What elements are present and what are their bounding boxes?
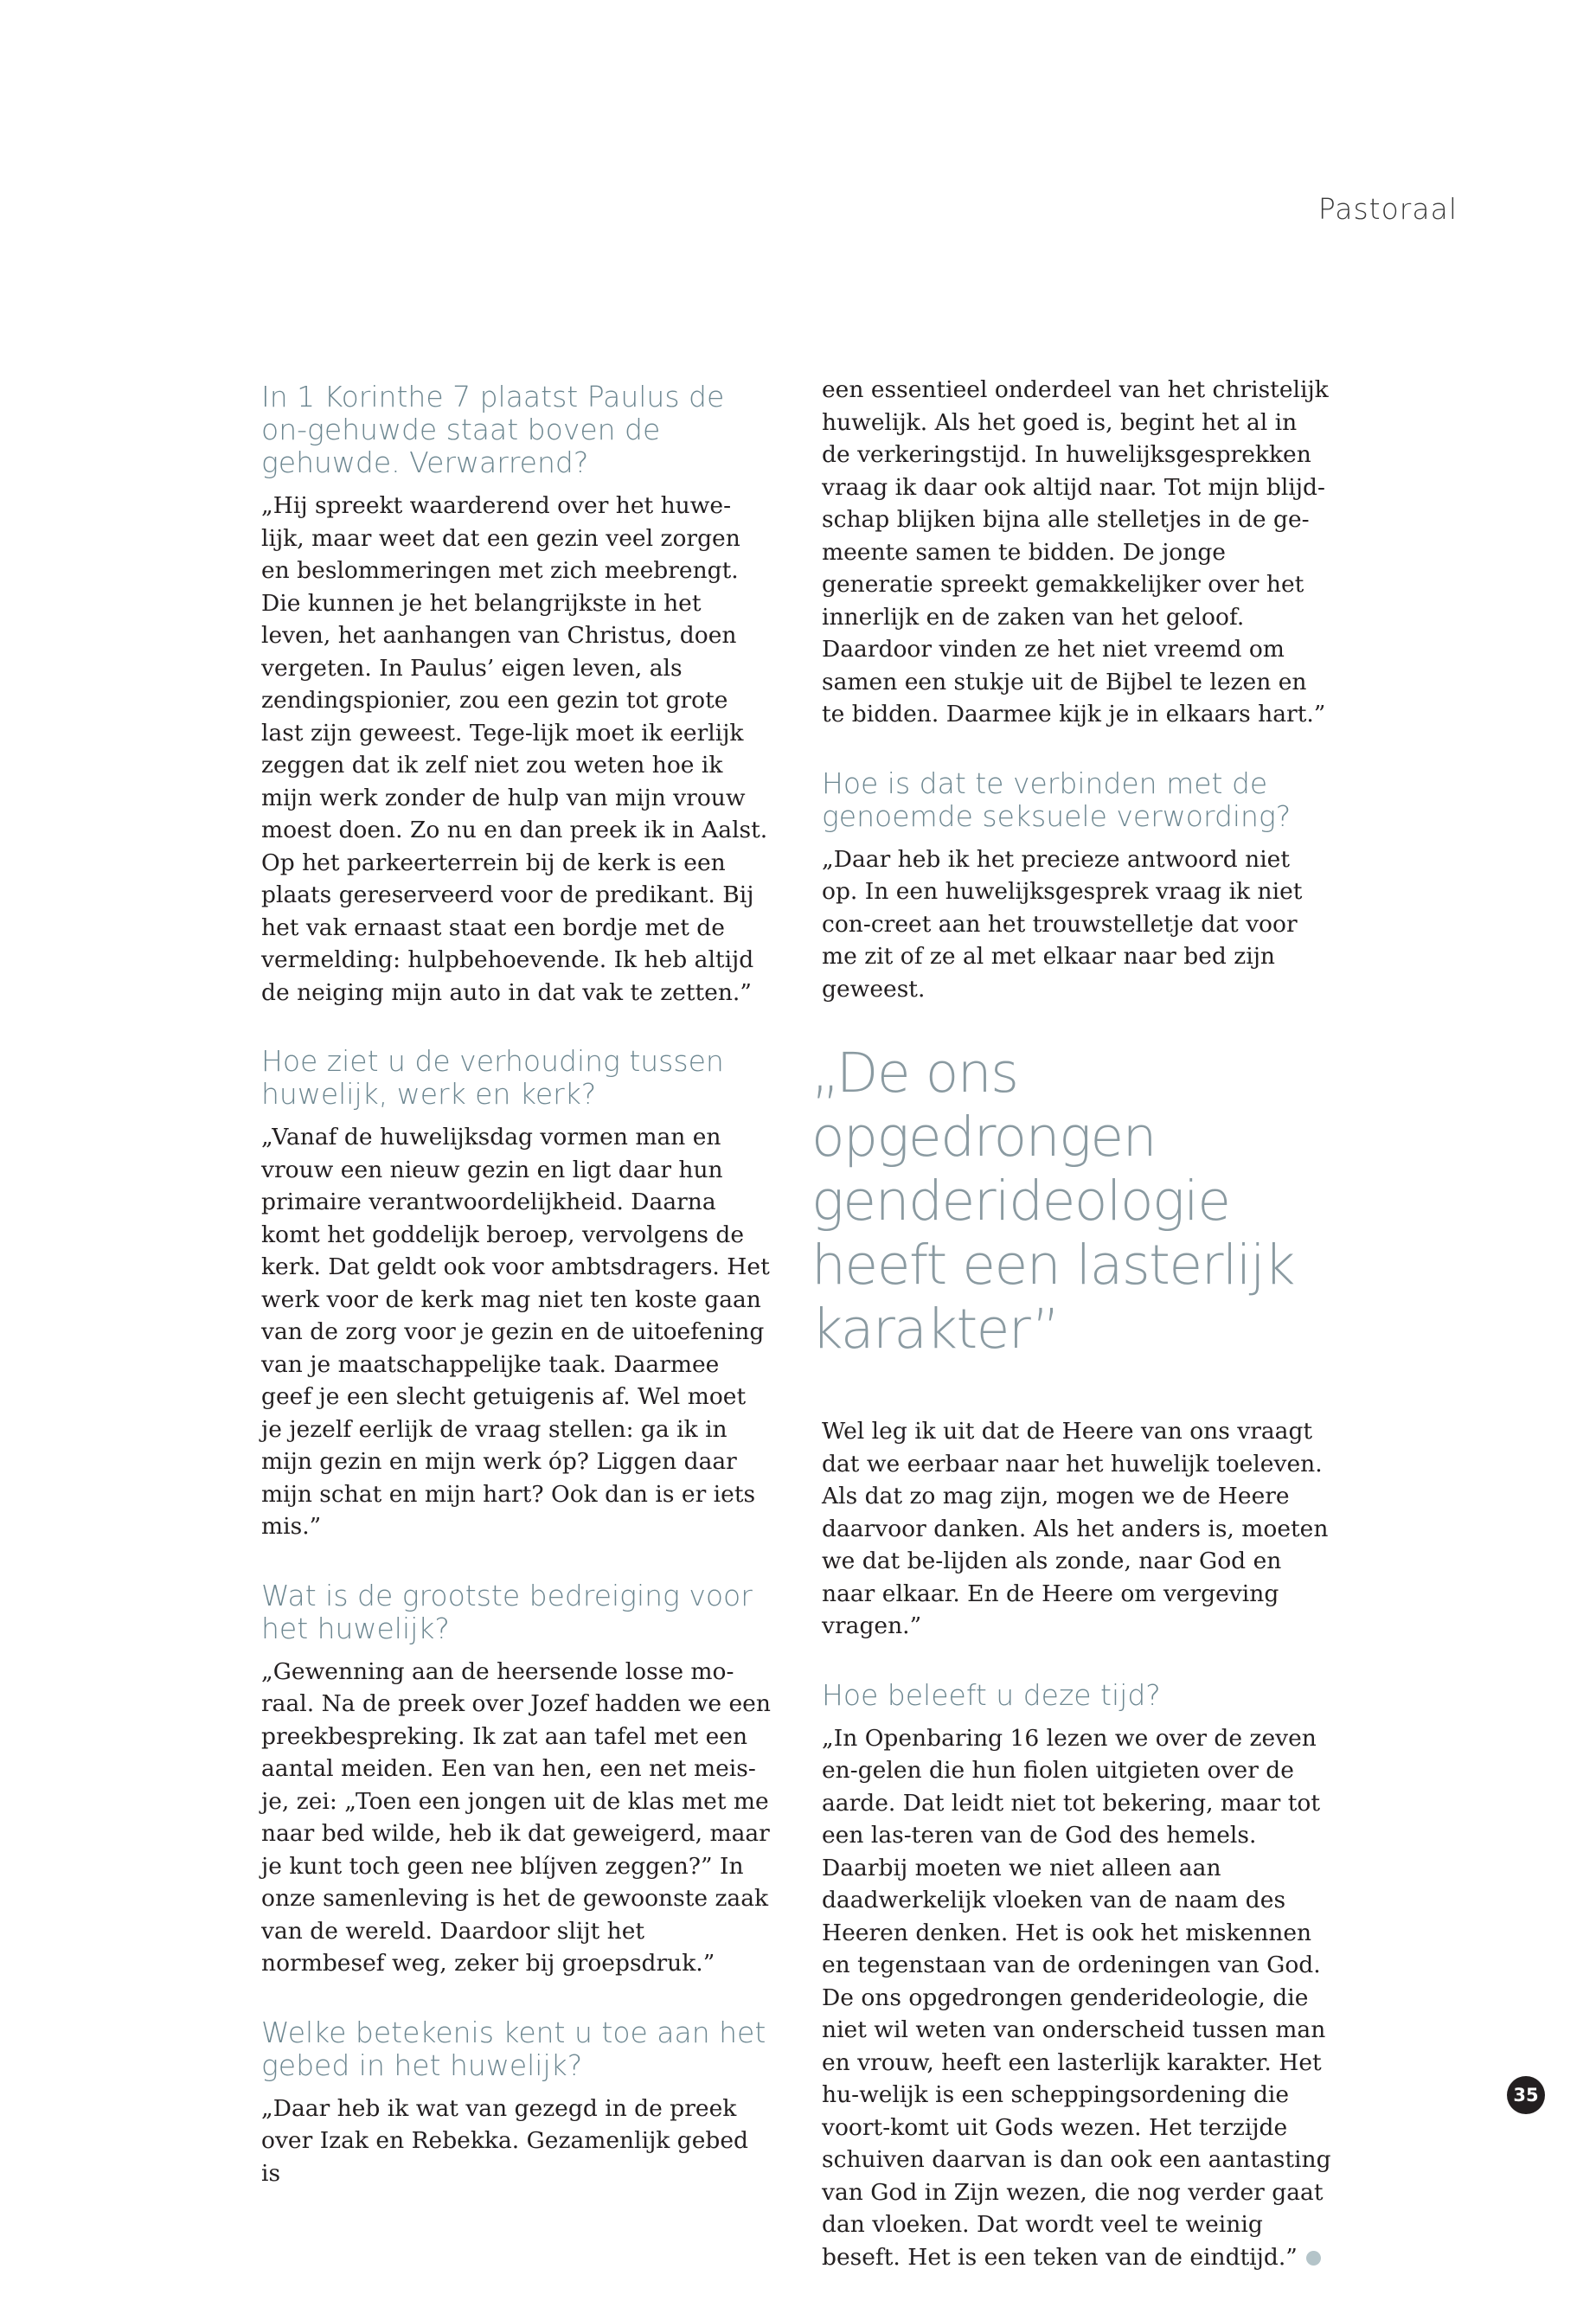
answer-continuation: een essentieel onderdeel van het christelijk huwelijk. Als het goed is, begint het al in de verkeringstijd. In huwelijksgesprekken vraag ik daar ook altijd naar. Tot mijn blijd-schap blijken bijna alle stelletjes in de ge-meente samen te bidden. De jonge generatie spreekt gemakkelijker over het innerlijk en de zaken van het geloof. Daardoor vinden ze het niet vreemd om samen een stukje uit de Bijbel te lezen en te bidden. Daarmee kijk je in elkaars hart.”: [822, 376, 1329, 727]
answer-paragraph: „Hij spreekt waarderend over het huwe-lijk, maar weet dat een gezin veel zorgen en beslommeringen met zich meebrengt. Die kunnen je het belangrijkste in het leven, het aanhangen van Christus, doen vergeten. In Paulus’ eigen leven, als zendingspionier, zou een gezin tot grote last zijn geweest. Tege-lijk moet ik eerlijk zeggen dat ik zelf niet zou weten hoe ik mijn werk zonder de hulp van mijn vrouw moest doen. Zo nu en dan preek ik in Aalst. Op het parkeerterrein bij de kerk is een plaats gereserveerd voor de predikant. Bij het vak ernaast staat een bordje met de vermelding: hulpbehoevende. Ik heb altijd de neiging mijn auto in dat vak te zetten.”: [261, 492, 768, 1006]
answer-paragraph-final: [822, 1982, 1332, 2274]
answer-paragraph: „Daar heb ik het precieze antwoord niet op. In een huwelijksgesprek vraag ik niet con-creet aan het trouwstelletje dat voor me zit of ze al met elkaar naar bed zijn geweest.: [822, 845, 1303, 1003]
question-heading: Welke betekenis kent u toe aan het gebed in het huwelijk?: [261, 2015, 766, 2082]
question-heading: Hoe is dat te verbinden met de genoemde seksuele verwording?: [822, 766, 1292, 833]
answer-paragraph: „Daar heb ik wat van gezegd in de preek over Izak en Rebekka. Gezamenlijk gebed is: [261, 2094, 749, 2187]
pull-quote: „De ons opgedrongen genderideologie heeft een lasterlijk karakter”: [811, 1042, 1295, 1361]
answer-text: De ons opgedrongen genderideologie, die niet wil weten van onderscheid tussen man en vrouw, heeft een lasterlijk karakter. Het hu-welijk is een scheppingsordening die voort-komt uit Gods wezen. Het terzijde schuiven daarvan is dan ook een aantasting van God in Zijn wezen, die nog verder gaat dan vloeken. Dat wordt veel te weinig beseft. Het is een teken van de eindtijd.”: [822, 1984, 1331, 2271]
question-heading: Wat is de grootste bedreiging voor het huwelijk?: [261, 1578, 753, 1645]
question-heading: Hoe ziet u de verhouding tussen huwelijk, werk en kerk?: [261, 1044, 724, 1111]
answer-paragraph: „In Openbaring 16 lezen we over de zeven en-gelen die hun fiolen uitgieten over de aarde. Dat leidt niet tot bekering, maar tot een las-teren van de God des hemels. Daarbij moeten we niet alleen aan daadwerkelijk vloeken van de naam des Heeren denken. Het is ook het miskennen en tegenstaan van de ordeningen van God.: [822, 1724, 1321, 1978]
end-mark-dot: [1306, 2251, 1321, 2266]
question-heading: Hoe beleeft u deze tijd?: [822, 1677, 1161, 1712]
page-number: 35: [1507, 2076, 1545, 2114]
left-column: [261, 381, 772, 2189]
answer-paragraph: Wel leg ik uit dat de Heere van ons vraagt dat we eerbaar naar het huwelijk toeleven. Als dat zo mag zijn, mogen we de Heere daarvoor danken. Als het anders is, moeten we dat be-lijden als zonde, naar God en naar elkaar. En de Heere om vergeving vragen.”: [822, 1418, 1329, 1639]
answer-paragraph: „Vanaf de huwelijksdag vormen man en vrouw een nieuw gezin en ligt daar hun primaire verantwoordelijkheid. Daarna komt het goddelijk beroep, vervolgens de kerk. Dat geldt ook voor ambtsdragers. Het werk voor de kerk mag niet ten koste gaan van de zorg voor je gezin en de uitoefening van je maatschappelijke taak. Daarmee geef je een slecht getuigenis af. Wel moet je jezelf eerlijk de vraag stellen: ga ik in mijn gezin en mijn werk óp? Liggen daar mijn schat en mijn hart? Ook dan is er iets mis.”: [261, 1124, 770, 1540]
answer-paragraph: „Gewenning aan de heersende losse mo-raal. Na de preek over Jozef hadden we een preekbespreking. Ik zat aan tafel met een aantal meiden. Een van hen, een net meis-je, zei: „Toen een jongen uit de klas met me naar bed wilde, heb ik dat geweigerd, maar je kunt toch geen nee blíjven zeggen?” In onze samenleving is het de gewoonste zaak van de wereld. Daardoor slijt het normbesef weg, zeker bij groepsdruk.”: [261, 1657, 771, 1977]
right-column: [811, 374, 1332, 2273]
question-heading: In 1 Korinthe 7 plaatst Paulus de on-gehuwde staat boven de gehuwde. Verwarrend?: [261, 380, 725, 479]
section-label: Pastoraal: [1317, 192, 1458, 226]
